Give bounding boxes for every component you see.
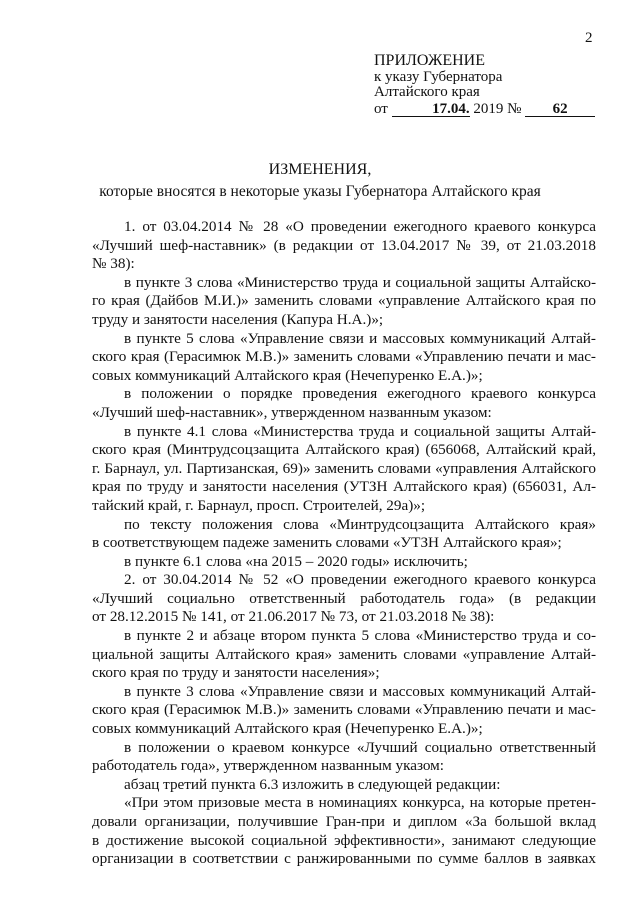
decree-number: 62 xyxy=(525,102,595,117)
text-line: 1. от 03.04.2014 № 28 «О проведении ежегодного краевого конкурса xyxy=(124,218,596,235)
text-line: по тексту положения слова «Минтрудсоцзащита Алтайского края» xyxy=(124,515,596,533)
text-line: в пункте 5 слова «Управление связи и массовых коммуникаций Алтай- xyxy=(124,329,596,347)
document-title: ИЗМЕНЕНИЯ, xyxy=(268,161,372,178)
text-line: абзац третий пункта 6.3 изложить в следующей редакции: xyxy=(124,775,501,793)
text-line: тайский край, г. Барнаул, просп. Строителей, 29а)»; xyxy=(92,496,426,514)
text-line: «Лучший социально ответственный работодатель года» (в редакции xyxy=(92,589,596,607)
page-number: 2 xyxy=(585,30,593,46)
text-line: совых коммуникаций Алтайского края (Нечепуренко Е.А.)»; xyxy=(92,366,483,384)
from-label: от xyxy=(374,101,388,117)
text-line: в пункте 6.1 слова «на 2015 – 2020 годы» исключить; xyxy=(124,552,468,570)
annex-block xyxy=(374,52,595,117)
document-subtitle: которые вносятся в некоторые указы Губернатора Алтайского края xyxy=(99,183,541,200)
text-line: го края (Дайбов М.И.)» заменить словами «управление Алтайского края по xyxy=(92,292,596,310)
text-line: в достижение высокой социальной эффективности», занимают следующие xyxy=(92,831,596,849)
text-line: в пункте 3 слова «Управление связи и массовых коммуникаций Алтай- xyxy=(124,682,596,700)
text-line: в положении о краевом конкурсе «Лучший социально ответственный xyxy=(124,738,596,756)
text-line: ского края (Герасимюк М.В.)» заменить словами «Управлению печати и мас- xyxy=(92,348,596,366)
text-line: в пункте 3 слова «Министерство труда и социальной защиты Алтайско- xyxy=(124,273,596,291)
text-line: г. Барнаул, ул. Партизанская, 69)» заменить словами «управления Алтайского xyxy=(92,459,596,477)
text-line: № 38): xyxy=(92,255,135,273)
text-line: совых коммуникаций Алтайского края (Нечепуренко Е.А.)»; xyxy=(92,720,483,738)
text-line: циальной защиты Алтайского края» заменить словами «управление Алтай- xyxy=(92,645,596,663)
text-line: 2. от 30.04.2014 № 52 «О проведении ежегодного краевого конкурса xyxy=(124,571,596,589)
text-line: довали организации, получившие Гран-при и диплом «За большой вклад xyxy=(92,813,596,830)
text-line: в пункте 4.1 слова «Министерства труда и социальной защиты Алтай- xyxy=(124,422,596,440)
text-line: организации в соответствии с ранжированными по сумме баллов в заявках xyxy=(92,850,596,868)
text-line: ского края (Герасимюк М.В.)» заменить словами «Управлению печати и мас- xyxy=(92,701,596,719)
text-line: «Лучший шеф-наставник» (в редакции от 13.04.2017 № 39, от 21.03.2018 xyxy=(92,236,596,254)
text-line: в положении о порядке проведения ежегодного краевого конкурса xyxy=(124,385,596,403)
text-line: работодатель года», утвержденном названным указом: xyxy=(92,757,445,775)
annex-line-1: к указу Губернатора xyxy=(374,69,503,85)
text-line: края по труду и занятости населения (УТЗН Алтайского края) (656031, Ал- xyxy=(92,478,596,496)
text-line: труду и занятости населения (Капура Н.А.)»; xyxy=(92,310,384,328)
text-line: от 28.12.2015 № 141, от 21.06.2017 № 73, от 21.03.2018 № 38): xyxy=(92,608,495,626)
annex-line-2: Алтайского края xyxy=(374,84,480,100)
text-line: в соответствующем падеже заменить словами «УТЗН Алтайского края»; xyxy=(92,534,562,552)
annex-title: ПРИЛОЖЕНИЕ xyxy=(374,52,486,69)
decree-year: 2019 xyxy=(473,101,504,117)
text-line: ского края по труду и занятости населения»; xyxy=(92,664,380,682)
text-line: ского края (Минтрудсоцзащита Алтайского края) (656068, Алтайский край, xyxy=(92,441,596,459)
body-text xyxy=(92,218,596,869)
number-sign: № xyxy=(507,101,522,117)
text-line: в пункте 2 и абзаце втором пункта 5 слова «Министерство труда и со- xyxy=(124,627,596,645)
annex-date-number-line xyxy=(374,102,595,117)
decree-date: 17.04. xyxy=(392,102,470,117)
text-line: «При этом призовые места в номинациях конкурса, на которые претен- xyxy=(124,794,596,812)
text-line: «Лучший шеф-наставник», утвержденном названным указом: xyxy=(92,403,492,421)
